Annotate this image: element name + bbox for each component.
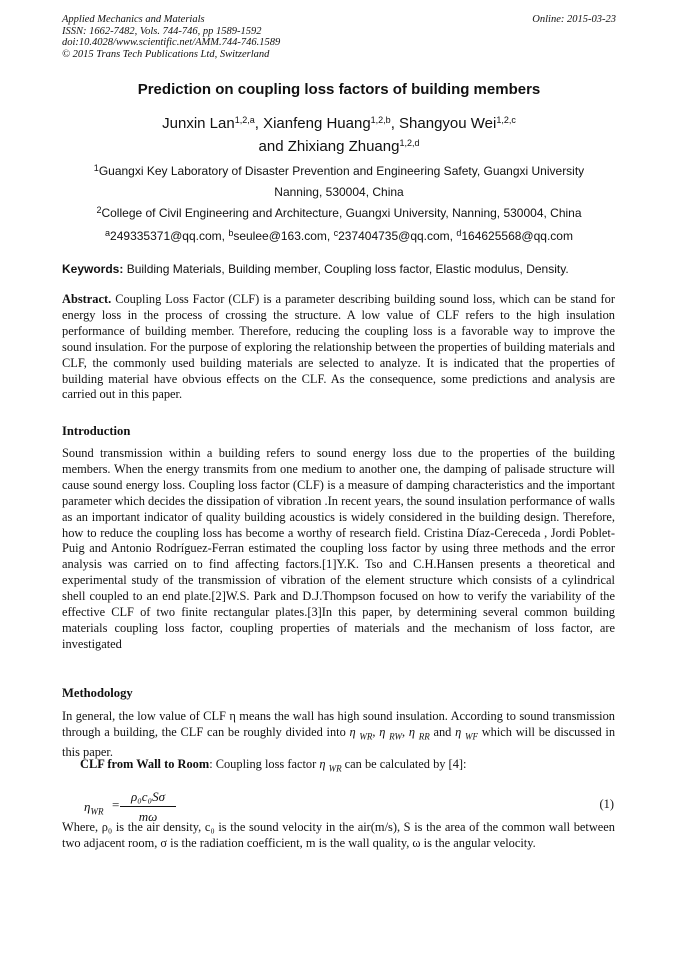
author-list [0, 112, 678, 158]
running-header [62, 14, 616, 60]
keywords-text: Building Materials, Building member, Coupling loss factor, Elastic modulus, Density. [123, 262, 569, 276]
eta-symbol: η [408, 724, 419, 739]
where-paragraph: Where, ρ₀ is the air density, c₀ is the sound velocity in the air(m/s), S is the area of the common wall between two adjacent room, σ is the radiation coefficient, m is the wall quality, ω is the angular velocity. [62, 820, 615, 850]
affiliation-2 [0, 203, 678, 224]
paragraph-text: : Coupling loss factor [209, 757, 320, 771]
eta-symbol: η [379, 724, 390, 739]
equation-denominator: mω [138, 809, 158, 824]
affiliation-text: Nanning, 530004, China [274, 185, 404, 199]
author-name: and Zhixiang Zhuang [258, 138, 400, 155]
abstract [62, 292, 615, 403]
paper-title: Prediction on coupling loss factors of building members [137, 81, 541, 98]
paragraph-text: which will be discussed in this paper. [62, 724, 616, 760]
affiliation-text: Guangxi Key Laboratory of Disaster Prevention and Engineering Safety, Guangxi University [98, 164, 585, 178]
eta-subscript: WR [359, 731, 373, 742]
author-name: , Xianfeng Huang [254, 115, 371, 132]
author-name: , Shangyou Wei [390, 115, 497, 132]
author-affiliation-sup: 1,2,a [234, 115, 255, 125]
separator: and [429, 724, 456, 739]
subsection-label: CLF from Wall to Room [80, 757, 210, 771]
affiliation-sup: 1 [93, 163, 99, 173]
doi-line: doi:10.4028/www.scientific.net/AMM.744-746.1589 [62, 37, 281, 48]
eta-symbol: η [319, 757, 329, 771]
abstract-label: Abstract. [62, 292, 112, 306]
equation-numerator: ρ₀c₀Sσ [120, 789, 176, 807]
affiliation-text: College of Civil Engineering and Architecture, Guangxi University, Nanning, 530004, China [101, 206, 582, 220]
email-sup: a [105, 228, 111, 238]
introduction-heading: Introduction [62, 424, 131, 438]
author-affiliation-sup: 1,2,d [399, 138, 420, 148]
journal-name: Applied Mechanics and Materials [62, 14, 205, 25]
copyright-line: © 2015 Trans Tech Publications Ltd, Switzerland [62, 48, 270, 60]
email-sup: d [456, 228, 462, 238]
email-address[interactable]: seulee@163.com, [233, 229, 334, 243]
abstract-text: Coupling Loss Factor (CLF) is a parameter describing building sound loss, which can be stand for energy loss in the process of crossing the structure. A low value of CLF refers to the high insulation performance of building member. Therefore, reducing the coupling loss is a favorable way to improve the sound insulation. For the purpose of exploring the relationship between the properties of building materials and CLF, the commonly used building materials are selected to analyze. It is indicated that the properties of building material have obvious effects on the CLF. As the consequence, some predictions and analysis are carried out in this paper. [62, 292, 615, 402]
introduction-text: Sound transmission within a building refers to sound energy loss due to the properties of the building members. When the energy transmits from one medium to another one, the damping of palisade structure will cause sound energy loss. Coupling loss factor (CLF) is a measure of damping characteristics and the important parameter which decides the dissipation of vibration .In recent years, the sound insulation performance of walls as an important indicator of quality building acoustics is widely considered in the building design. Therefore, how to reduce the coupling loss has become a worthy of research field. Cristina Díaz-Cereceda , Jordi Poblet-Puig and Antonio Rodríguez-Ferran estimated the coupling loss factor by using three methods and the error analysis was carried on to find affecting factors.[1]Y.K. Tso and C.H.Hansen presents a theoretical and experimental study of the transmission of vibration of the element structure which consists of a cylindrical shell coupled to an end plate.[2]W.S. Park and D.J.Thompson focused on how to verify the variability of the effective CLF of two finite rectangular plates.[3]In this paper, by determining several common building materials coupling loss factor, coupling properties of materials and the mechanism of loss factor, are investigated [62, 446, 615, 651]
equation-number: (1) [599, 797, 614, 811]
issn-line: ISSN: 1662-7482, Vols. 744-746, pp 1589-1592 [62, 25, 262, 37]
email-sup: c [333, 228, 339, 238]
paragraph-text: can be calculated by [4]: [341, 757, 467, 771]
author-name: Junxin Lan [162, 115, 235, 132]
separator: , [401, 724, 409, 739]
clf-wall-room-paragraph [62, 757, 615, 777]
affiliation-sup: 2 [96, 205, 102, 215]
eta-symbol: η [349, 724, 360, 739]
paragraph-text: In general, the low value of CLF η means the wall has high sound insulation. According to sound transmission through a building, the CLF can be roughly divided into [62, 709, 615, 739]
email-sup: b [228, 228, 234, 238]
eta-subscript: WF [464, 731, 478, 742]
eta-subscript: RR [418, 731, 430, 742]
affiliation-1 [0, 161, 678, 203]
author-affiliation-sup: 1,2,b [370, 115, 391, 125]
methodology-paragraph [62, 709, 615, 761]
eta-subscript: WR [328, 763, 342, 774]
author-affiliation-sup: 1,2,c [496, 115, 516, 125]
eta-symbol: η [84, 799, 91, 814]
eta-subscript: WR [90, 806, 104, 817]
email-address[interactable]: 249335371@qq.com, [110, 229, 229, 243]
email-address[interactable]: 164625568@qq.com [461, 229, 573, 243]
keywords [62, 262, 616, 276]
keywords-label: Keywords: [62, 262, 124, 276]
email-list [0, 226, 678, 247]
methodology-heading: Methodology [62, 686, 133, 700]
eta-subscript: RW [389, 731, 402, 742]
separator: , [372, 724, 380, 739]
eta-symbol: η [455, 724, 465, 739]
online-date: Online: 2015-03-23 [532, 14, 616, 25]
equation-equals: = [112, 797, 120, 812]
email-address[interactable]: 237404735@qq.com, [338, 229, 457, 243]
